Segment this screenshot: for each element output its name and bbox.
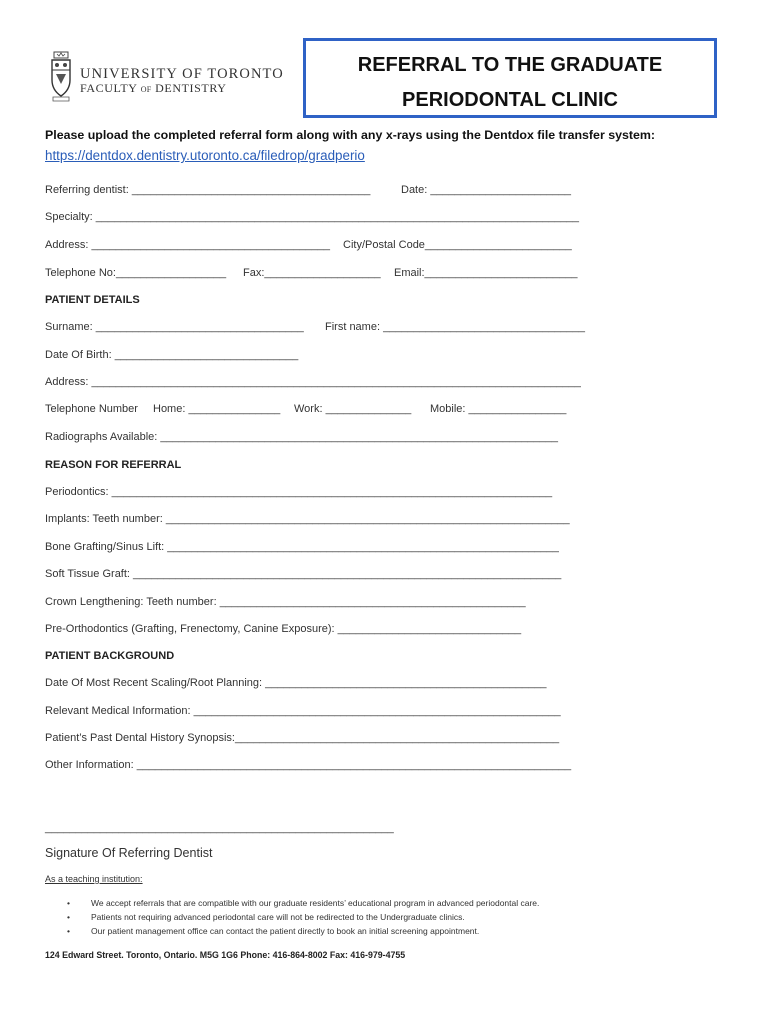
upload-link[interactable]: https://dentdox.dentistry.utoronto.ca/filedrop/gradperio [45,148,365,163]
form-title-line2: PERIODONTAL CLINIC [402,89,618,111]
periodontics-field[interactable]: Periodontics: ________________________________________________________________________ [45,486,553,498]
referring-dentist-field[interactable]: Referring dentist: _______________________________________ [45,184,371,196]
bullet-icon: • [67,926,70,936]
home-phone-field[interactable]: Home: _______________ [153,403,281,415]
signature-line[interactable]: _________________________________________________________ [45,822,394,834]
implants-field[interactable]: Implants: Teeth number: __________________________________________________________________ [45,513,570,525]
note-text: Patients not requiring advanced periodontal care will not be redirected to the Undergraduate clinics. [91,912,465,922]
bullet-icon: • [67,912,70,922]
logo-line1: UNIVERSITY OF TORONTO [80,66,284,82]
other-information-field[interactable]: Other Information: _______________________________________________________________________ [45,759,572,771]
dental-history-field[interactable]: Patient’s Past Dental History Synopsis:_____________________________________________________ [45,732,560,744]
pre-orthodontics-field[interactable]: Pre-Orthodontics (Grafting, Frenectomy, Canine Exposure): ______________________________ [45,623,522,635]
date-of-birth-field[interactable]: Date Of Birth: ______________________________ [45,349,299,361]
note-text: We accept referrals that are compatible with our graduate residents’ educational program in advanced periodontal care. [91,898,540,908]
radiographs-field[interactable]: Radiographs Available: _________________________________________________________________ [45,431,559,443]
soft-tissue-graft-field[interactable]: Soft Tissue Graft: ______________________________________________________________________ [45,568,562,580]
mobile-phone-field[interactable]: Mobile: ________________ [430,403,567,415]
telephone-number-label: Telephone Number [45,403,138,415]
university-logo [50,48,290,108]
surname-field[interactable]: Surname: __________________________________ [45,321,304,333]
patient-address-field[interactable]: Address: ________________________________________________________________________________ [45,376,581,388]
coat-of-arms-icon [50,50,72,102]
medical-information-field[interactable]: Relevant Medical Information: ____________________________________________________________ [45,705,561,717]
fax-field[interactable]: Fax:___________________ [243,267,381,279]
first-name-field[interactable]: First name: _________________________________ [325,321,585,333]
city-postal-field[interactable]: City/Postal Code________________________ [343,239,572,251]
email-field[interactable]: Email:_________________________ [394,267,578,279]
address-field[interactable]: Address: _______________________________________ [45,239,331,251]
work-phone-field[interactable]: Work: ______________ [294,403,412,415]
upload-instructions: Please upload the completed referral form along with any x-rays using the Dentdox file transfer system: [45,128,656,142]
teaching-institution-heading: As a teaching institution: [45,874,143,884]
bone-grafting-field[interactable]: Bone Grafting/Sinus Lift: ________________________________________________________________ [45,541,559,553]
patient-background-heading: PATIENT BACKGROUND [45,650,175,662]
clinic-address-footer: 124 Edward Street. Toronto, Ontario. M5G 1G6 Phone: 416-864-8002 Fax: 416-979-4755 [45,950,406,960]
logo-line2: FACULTY OF DENTISTRY [80,81,227,95]
bullet-icon: • [67,898,70,908]
form-title-line1: REFERRAL TO THE GRADUATE [357,54,663,76]
telephone-field[interactable]: Telephone No:__________________ [45,267,227,279]
crown-lengthening-field[interactable]: Crown Lengthening: Teeth number: __________________________________________________ [45,596,526,608]
specialty-field[interactable]: Specialty: _______________________________________________________________________________ [45,211,580,223]
form-title-box [303,38,717,118]
note-text: Our patient management office can contact the patient directly to book an initial screening appointment. [91,926,480,936]
patient-details-heading: PATIENT DETAILS [45,294,140,306]
scaling-date-field[interactable]: Date Of Most Recent Scaling/Root Planning: ______________________________________________ [45,677,547,689]
signature-label: Signature Of Referring Dentist [45,846,213,860]
date-field[interactable]: Date: _______________________ [401,184,572,196]
reason-for-referral-heading: REASON FOR REFERRAL [45,459,182,471]
